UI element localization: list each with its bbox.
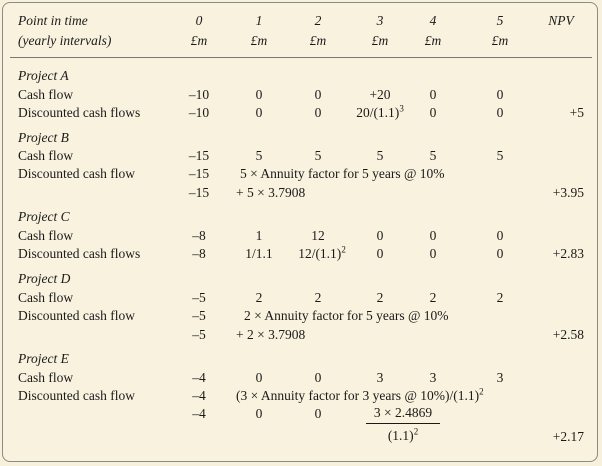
cell: –15 xyxy=(188,148,210,163)
cell: 2 xyxy=(429,290,437,305)
cell: 0 xyxy=(255,406,263,421)
npv-value: +5 xyxy=(569,105,584,120)
cell: –4 xyxy=(192,388,206,403)
cell: 0 xyxy=(314,370,322,385)
header-label-2: (yearly intervals) xyxy=(18,33,112,48)
cell: 0 xyxy=(496,105,504,120)
cash-flow-label: Cash flow xyxy=(18,228,74,243)
cell: –5 xyxy=(192,327,206,342)
cell: 2 xyxy=(496,290,504,305)
cell: –5 xyxy=(192,290,206,305)
cell: 0 xyxy=(429,87,437,102)
header-year-3: 3 xyxy=(376,13,384,28)
npv-value: +2.83 xyxy=(552,246,584,261)
cell: 0 xyxy=(376,228,384,243)
cell: 5 xyxy=(496,148,504,163)
annuity-formula: (3 × Annuity factor for 3 years @ $10\%)/(1.1)^2$ xyxy=(236,386,484,403)
header-unit: £m xyxy=(491,33,509,48)
discounted-cash-flow-label: Discounted cash flow xyxy=(18,388,135,403)
discounted-cash-flow-label: Discounted cash flow xyxy=(18,308,135,323)
project-c-title: Project C xyxy=(18,209,70,224)
cell: –4 xyxy=(192,370,206,385)
header-unit: £m xyxy=(371,33,389,48)
cell: –10 xyxy=(188,105,210,120)
cell: 1/1.1 xyxy=(245,246,273,261)
cell: 3 xyxy=(376,370,384,385)
project-d-title: Project D xyxy=(18,271,71,286)
cell: –5 xyxy=(192,308,206,323)
annuity-formula: 5 × Annuity factor for 5 years @ 10% xyxy=(240,166,445,181)
cell: +20 xyxy=(369,87,391,102)
cell: 0 xyxy=(496,228,504,243)
cell: 0 xyxy=(429,105,437,120)
cell: 5 xyxy=(376,148,384,163)
cell: –15 xyxy=(188,166,210,181)
header-unit: £m xyxy=(250,33,268,48)
cell: 1 xyxy=(255,228,263,243)
cell: 0 xyxy=(255,370,263,385)
cell: 2 xyxy=(255,290,263,305)
project-e-title: Project E xyxy=(18,351,69,366)
header-year-2: 2 xyxy=(314,13,322,28)
cell: 5 xyxy=(255,148,263,163)
discounted-cash-flow-label: Discounted cash flow xyxy=(18,166,135,181)
header-unit: £m xyxy=(424,33,442,48)
cell: 0 xyxy=(496,87,504,102)
annuity-formula: 2 × Annuity factor for 5 years @ 10% xyxy=(244,308,449,323)
discounted-cash-flow-label: Discounted cash flows xyxy=(18,246,141,261)
fraction-denominator: $(1.1)^2$ xyxy=(387,426,419,443)
cell-formula: $12/(1.1)^2$ xyxy=(298,244,346,261)
header-year-5: 5 xyxy=(496,13,504,28)
cash-flow-label: Cash flow xyxy=(18,290,74,305)
cell: –10 xyxy=(188,87,210,102)
header-unit: £m xyxy=(309,33,327,48)
fraction-bar xyxy=(366,423,440,424)
header-year-1: 1 xyxy=(255,13,263,28)
cell: 2 xyxy=(376,290,384,305)
cell: 0 xyxy=(429,246,437,261)
cell-formula: $20/(1.1)^3$ xyxy=(356,103,404,120)
header-year-4: 4 xyxy=(429,13,437,28)
cell: –15 xyxy=(188,185,210,200)
cash-flow-label: Cash flow xyxy=(18,370,74,385)
cash-flow-label: Cash flow xyxy=(18,148,74,163)
cell: 3 xyxy=(429,370,437,385)
annuity-calc: + 2 × 3.7908 xyxy=(236,327,306,342)
cell: 0 xyxy=(314,87,322,102)
project-a-title: Project A xyxy=(18,68,69,83)
cell: 0 xyxy=(376,246,384,261)
header-year-0: 0 xyxy=(195,13,203,28)
cell: 3 xyxy=(496,370,504,385)
fraction-numerator: 3 × 2.4869 xyxy=(373,405,433,420)
cell: 5 xyxy=(314,148,322,163)
cell: 5 xyxy=(429,148,437,163)
project-b-title: Project B xyxy=(18,130,69,145)
cell: 0 xyxy=(314,406,322,421)
discounted-cash-flow-label: Discounted cash flows xyxy=(18,105,141,120)
npv-value: +3.95 xyxy=(552,185,584,200)
header-npv: NPV xyxy=(548,13,574,28)
cell: –4 xyxy=(192,406,206,421)
header-unit: £m xyxy=(190,33,208,48)
npv-value: +2.58 xyxy=(552,327,584,342)
header-label-1: Point in time xyxy=(18,13,88,28)
cell: 2 xyxy=(314,290,322,305)
cell: 0 xyxy=(429,228,437,243)
annuity-calc: + 5 × 3.7908 xyxy=(236,185,306,200)
cell: 0 xyxy=(255,87,263,102)
cell: –8 xyxy=(192,228,206,243)
cell: 0 xyxy=(255,105,263,120)
divider xyxy=(10,57,592,58)
cell: 0 xyxy=(314,105,322,120)
npv-value: +2.17 xyxy=(552,429,584,444)
cell: 12 xyxy=(311,228,325,243)
cell: –8 xyxy=(192,246,206,261)
cell: 0 xyxy=(496,246,504,261)
cash-flow-label: Cash flow xyxy=(18,87,74,102)
